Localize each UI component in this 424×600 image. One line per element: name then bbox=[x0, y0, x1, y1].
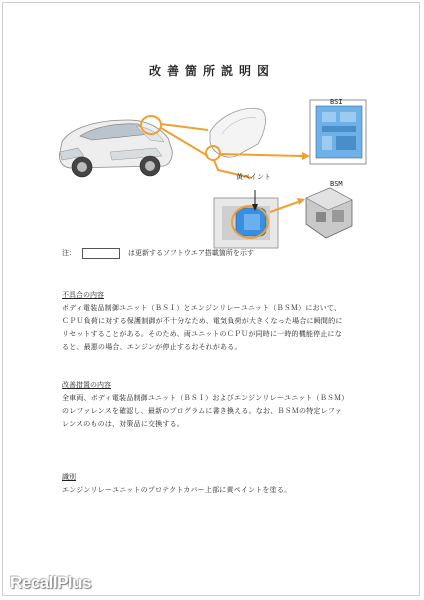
bsi-label: BSI bbox=[330, 98, 343, 106]
body-line: ＣＰＵ負荷に対する保護制御が不十分なため、電気負荷が大きくなった場合に瞬間的に bbox=[62, 317, 343, 325]
arrow-car-to-cover-top bbox=[161, 124, 208, 130]
body-line: 全車両、ボディ電装品制御ユニット（ＢＳＩ）およびエンジンリレーユニット（ＢＳＭ） bbox=[62, 394, 349, 402]
section-heading-remedy: 改善措置の内容 bbox=[62, 381, 111, 389]
watermark-logo: RecallPlus bbox=[10, 573, 91, 592]
body-line: ボディ電装品制御ユニット（ＢＳＩ）とエンジンリレーユニット（ＢＳＭ）において、 bbox=[62, 304, 342, 312]
section-body-remedy bbox=[62, 392, 372, 431]
body-line: のレファレンスを確認し、最新のプログラムに書き換える。なお、ＢＳＭの特定レファ bbox=[62, 407, 343, 415]
section-heading-identification: 識別 bbox=[62, 473, 76, 481]
legend-box bbox=[82, 248, 120, 259]
body-line: レンスのものは、対策品に交換する。 bbox=[62, 420, 185, 428]
arrow-bsi-head bbox=[302, 152, 310, 160]
section-heading-defect: 不具合の内容 bbox=[62, 291, 104, 299]
body-line: ると、最悪の場合、エンジンが停止するおそれがある。 bbox=[62, 343, 242, 351]
illustration-svg bbox=[0, 90, 424, 250]
arrow-bsm-head bbox=[297, 198, 305, 205]
bsm-relay-unit bbox=[306, 188, 352, 238]
car-illustration bbox=[59, 120, 172, 177]
improvement-illustration bbox=[0, 90, 424, 250]
bsm-label: BSM bbox=[330, 180, 343, 188]
legend-description: は更新するソフトウエア搭載箇所を示す bbox=[128, 249, 254, 257]
yellow-paint-label: 黄ペイント bbox=[236, 173, 271, 181]
legend-note bbox=[62, 246, 254, 260]
body-line: エンジンリレーユニットのプロテクトカバー上部に黄ペイントを塗る。 bbox=[62, 486, 292, 494]
note-label: 注： bbox=[62, 249, 76, 257]
document-title: 改善箇所説明図 bbox=[148, 64, 275, 78]
body-line: リセットすることがある。そのため、両ユニットのＣＰＵが同時に一時的機能停止にな bbox=[62, 330, 342, 338]
section-body-identification bbox=[62, 484, 372, 497]
section-body-defect bbox=[62, 302, 372, 354]
bsi-unit-photo bbox=[310, 100, 366, 164]
